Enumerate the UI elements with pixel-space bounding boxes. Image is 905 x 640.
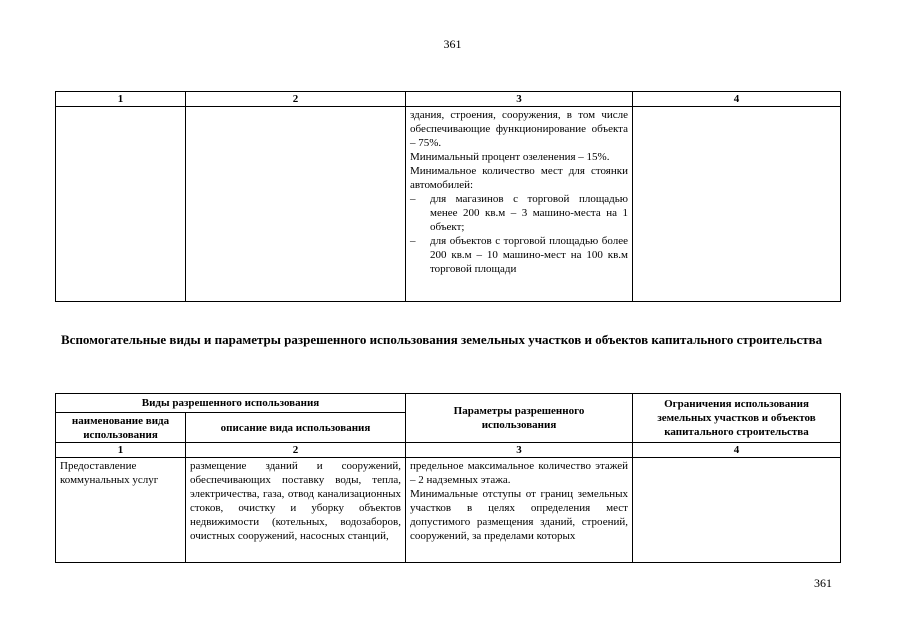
parking-intro: Минимальное количество мест для стоянки автомобилей: [410,165,628,191]
table-cell-col3 [406,107,633,302]
use-name-cell: Предоставление коммунальных услуг [56,458,186,563]
group-header: Виды разрешенного использования [56,394,406,413]
col4-header: Ограничения использования земельных участков и объектов капитального строительства [633,394,841,443]
list-item: – для объектов с торговой площадью более 200 кв.м – 10 машино-мест на 100 кв.м торговой площади [410,234,628,276]
table-row [56,458,841,563]
column-number-3: 3 [406,92,633,107]
params-text: здания, строения, сооружения, в том числе обеспечивающие функционирование объекта – 75%. [410,109,628,149]
params-floors: предельное максимальное количество этажей – 2 надземных этажа. [410,460,628,486]
section-title: Вспомогательные виды и параметры разрешенного использования земельных участков и объектов капитального строительства [61,332,823,347]
table-header-row [56,92,841,107]
params-setbacks: Минимальные отступы от границ земельных участков в целях определения мест допустимого размещения зданий, строений, сооружений, за пределами которых [410,488,628,542]
col2-header: описание вида использования [186,413,406,443]
col3-header: Параметры разрешенного использования [406,394,633,443]
table-cell-col1 [56,107,186,302]
table-row [56,107,841,302]
table-cell-col2 [186,107,406,302]
page-number-top: 361 [443,37,462,51]
params-cell [406,458,633,563]
column-number-2: 2 [186,443,406,458]
parking-list [410,192,628,276]
col1-header: наименование вида использования [56,413,186,443]
table-group-header-row [56,394,841,413]
table-continued [55,91,841,302]
list-item: – для магазинов с торговой площадью менее 200 кв.м – 3 машино-места на 1 объект; [410,192,628,234]
column-number-4: 4 [633,92,841,107]
page-number-bottom: 361 [814,576,832,590]
greening-text: Минимальный процент озеленения – 15%. [410,151,610,163]
column-number-2: 2 [186,92,406,107]
column-number-3: 3 [406,443,633,458]
table-cell-col4 [633,107,841,302]
table-number-row [56,443,841,458]
column-number-1: 1 [56,92,186,107]
auxiliary-uses-table [55,393,841,563]
use-description-cell: размещение зданий и сооружений, обеспечивающих поставку воды, тепла, электричества, газа, отвод канализационных стоков, очистку и уборку объектов недвижимости (котельных, водозаборов, очистных сооружений, насосных станций, [186,458,406,563]
column-number-4: 4 [633,443,841,458]
column-number-1: 1 [56,443,186,458]
restrictions-cell [633,458,841,563]
